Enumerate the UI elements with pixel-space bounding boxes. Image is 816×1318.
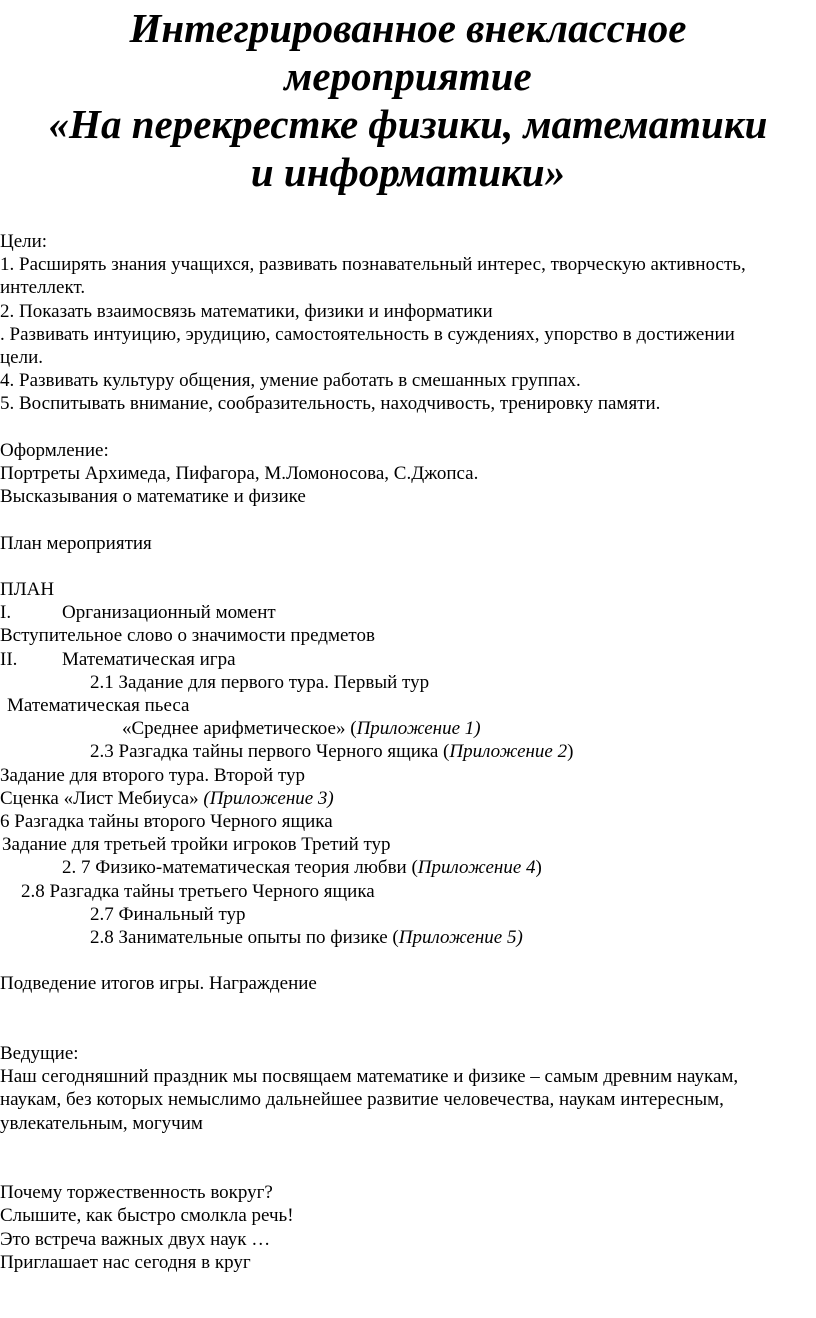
poem-line: Это встреча важных двух наук … [0,1228,271,1250]
goals-heading: Цели: [0,231,48,252]
plan-line [0,740,816,763]
goal-line: 4. Развивать культуру общения, умение работать в смешанных группах. [0,370,581,392]
goal-line: 2. Показать взаимосвязь математики, физики и информатики [0,300,493,322]
goal-line: интеллект. [0,277,86,299]
plan-line: 2.1 Задание для первого тура. Первый тур [90,671,430,693]
plan-line: 2.8 Разгадка тайны третьего Черного ящика [21,880,375,902]
title-line: и информатики» [250,149,566,195]
plan-line-text: ) [535,857,542,879]
plan-line-text: 2. 7 Физико-математическая теория любви ( [62,857,418,879]
plan-item-text: Организационный момент [62,602,276,624]
goal-line: 1. Расширять знания учащихся, развивать познавательный интерес, творческую активность, [0,254,746,276]
poem-line: Приглашает нас сегодня в круг [0,1251,251,1273]
plan-line [0,717,816,740]
hosts-line: Наш сегодняшний праздник мы посвящаем математике и физике – самым древним наукам, [0,1066,739,1088]
plan-line-text: ) [567,741,574,763]
plan-line [0,787,816,810]
design-line: Портреты Архимеда, Пифагора, М.Ломоносова, С.Джопса. [0,463,479,485]
design-heading: Оформление: [0,439,109,461]
hosts-heading: Ведущие: [0,1043,79,1065]
plan-item [0,648,816,671]
appendix-ref: Приложение 2 [449,741,568,763]
plan-line: 6 Разгадка тайны второго Черного ящика [0,811,333,833]
plan-line [0,926,816,949]
goal-line: . Развивать интуицию, эрудицию, самостоятельность в суждениях, упорство в достижении [0,323,735,345]
poem-line: Слышите, как быстро смолкла речь! [0,1205,294,1227]
plan-line: Задание для третьей тройки игроков Третий тур [2,834,391,856]
plan-line-text: «Среднее арифметическое» ( [122,718,357,740]
hosts-line: наукам, без которых немыслимо дальнейшее развитие человечества, наукам интересным, [0,1089,724,1111]
plan-line: Задание для второго тура. Второй тур [0,764,306,786]
title-line: «На перекрестке физики, математики [48,101,768,147]
plan-line-text: 2.3 Разгадка тайны первого Черного ящика ( [90,741,450,763]
plan-line: Вступительное слово о значимости предметов [0,625,375,647]
document-title [0,4,816,196]
goal-line: 5. Воспитывать внимание, сообразительность, находчивость, тренировку памяти. [0,393,661,415]
plan-line-text: 2.8 Занимательные опыты по физике ( [90,927,399,949]
plan-line: 2.7 Финальный тур [90,903,246,925]
goal-line: цели. [0,347,44,369]
appendix-ref: Приложение 1) [356,718,481,740]
title-line: Интегрированное внеклассное [129,5,687,51]
appendix-ref: Приложение 5) [398,927,523,949]
document-body [0,230,816,1274]
summary-line: Подведение итогов игры. Награждение [0,973,317,995]
appendix-ref: Приложение 4 [417,857,536,879]
appendix-ref: (Приложение 3) [203,787,334,809]
poem-line: Почему торжественность вокруг? [0,1182,273,1204]
design-line: Высказывания о математике и физике [0,486,306,508]
plan-line [0,856,816,879]
plan-title: ПЛАН [0,579,55,600]
plan-line: Математическая пьеса [7,695,190,717]
hosts-line: увлекательным, могучим [0,1112,203,1134]
plan-item-number: II. [0,648,18,670]
plan-item-text: Математическая игра [62,648,236,670]
plan-item-number: I. [0,602,12,624]
plan-item [0,601,816,624]
title-line: мероприятие [284,53,532,99]
plan-heading: План мероприятия [0,532,152,554]
plan-line-text: Сценка «Лист Мебиуса» [0,787,204,809]
